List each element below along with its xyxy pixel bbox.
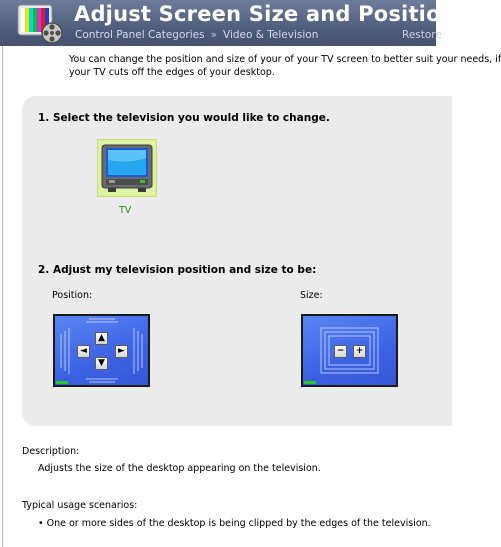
size-guide-frames	[303, 316, 396, 385]
size-screen-indicator	[304, 381, 316, 384]
description-heading: Description:	[22, 446, 80, 457]
page-title: Adjust Screen Size and Position	[74, 2, 456, 26]
tv-device-label[interactable]: TV	[119, 205, 132, 216]
breadcrumb-separator: »	[210, 29, 217, 41]
left-divider	[2, 46, 3, 547]
position-preview-screen	[53, 314, 150, 387]
tv-device-tile[interactable]	[97, 139, 157, 197]
intro-text	[69, 53, 501, 79]
breadcrumb-video-television-link[interactable]: Video & Television	[223, 29, 319, 41]
intro-line-1: You can change the position and size of your of your TV screen to better suit your needs, if	[69, 54, 501, 65]
move-right-button[interactable]: ►	[115, 345, 128, 358]
move-down-button[interactable]: ▼	[95, 357, 108, 370]
shrink-size-button[interactable]: −	[334, 345, 347, 358]
size-preview-display	[303, 316, 396, 385]
television-icon	[98, 140, 156, 196]
breadcrumb	[75, 29, 318, 41]
position-preview-display	[55, 316, 148, 385]
position-guide-lines	[55, 316, 148, 385]
position-label: Position:	[52, 290, 93, 301]
breadcrumb-control-panel-link[interactable]: Control Panel Categories	[75, 29, 205, 41]
page-header	[0, 0, 456, 46]
move-left-button[interactable]: ◄	[77, 345, 90, 358]
move-up-button[interactable]: ▲	[95, 332, 108, 345]
usage-heading: Typical usage scenarios:	[22, 500, 138, 511]
description-text: Adjusts the size of the desktop appearing on the television.	[38, 463, 321, 474]
usage-list-item	[38, 518, 431, 529]
step1-heading: 1. Select the television you would like to change.	[38, 112, 330, 124]
intro-line-2: your TV cuts off the edges of your desktop.	[69, 67, 275, 78]
size-preview-screen	[301, 314, 398, 387]
grow-size-button[interactable]: +	[353, 345, 366, 358]
restore-link[interactable]: Restore	[402, 29, 442, 41]
usage-item-text: One or more sides of the desktop is being clipped by the edges of the television.	[46, 518, 431, 529]
size-label: Size:	[300, 290, 323, 301]
bullet-icon: •	[38, 518, 44, 529]
position-screen-indicator	[56, 381, 68, 384]
tv-color-bars-film-reel-icon	[14, 3, 66, 45]
step2-heading: 2. Adjust my television position and size to be:	[38, 264, 317, 276]
